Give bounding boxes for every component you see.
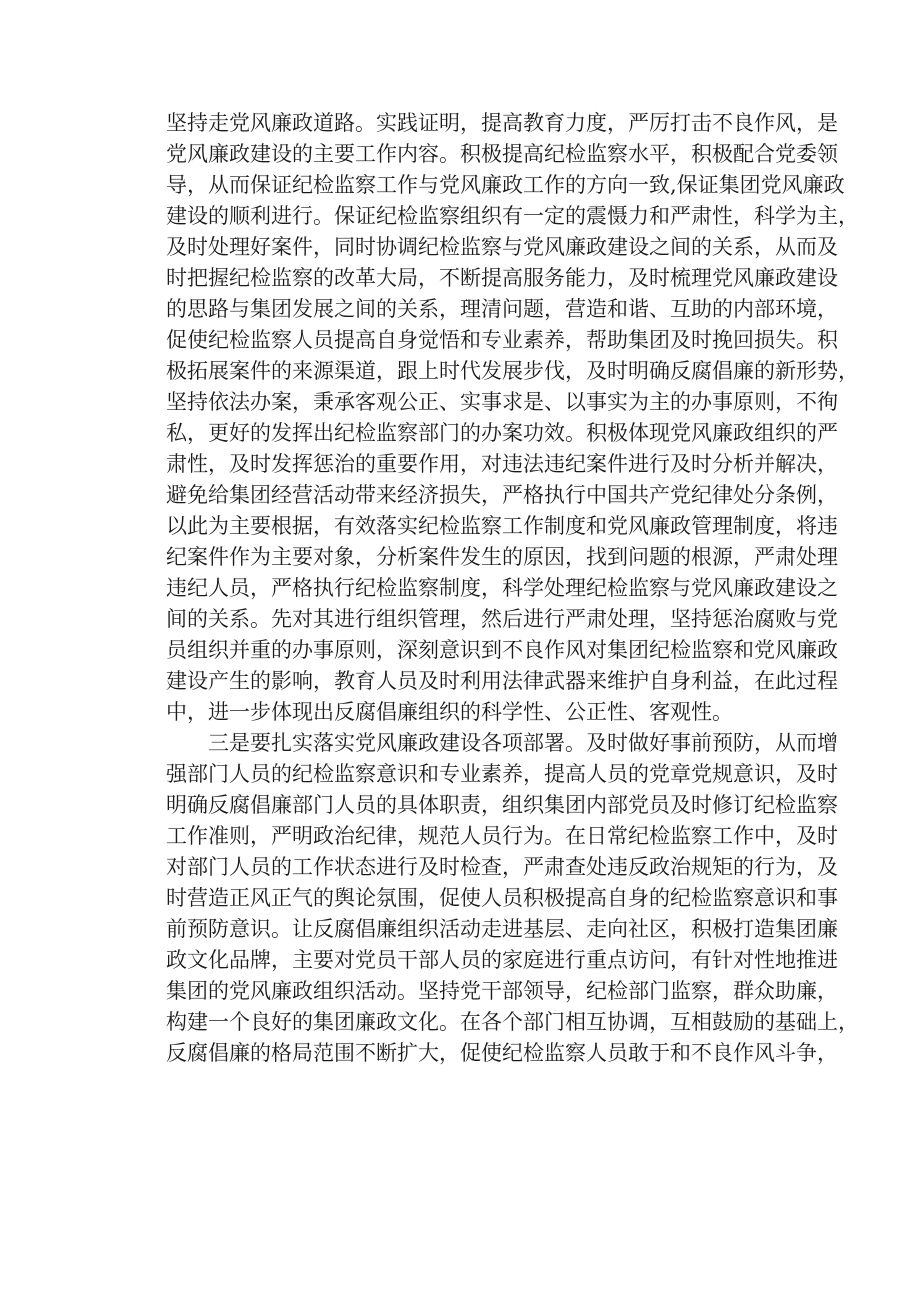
paragraph-1 bbox=[166, 108, 859, 728]
text-line: 私，更好的发挥出纪检监察部门的办案功效。积极体现党风廉政组织的严 bbox=[166, 421, 838, 445]
text-line: 间的关系。先对其进行组织管理，然后进行严肃处理，坚持惩治腐败与党 bbox=[166, 607, 838, 631]
text-line: 纪案件作为主要对象，分析案件发生的原因，找到问题的根源，严肃处理 bbox=[166, 545, 838, 569]
text-line: 促使纪检监察人员提高自身觉悟和专业素养，帮助集团及时挽回损失。积 bbox=[166, 328, 838, 352]
text-line: 极拓展案件的来源渠道，跟上时代发展步伐，及时明确反腐倡廉的新形势， bbox=[166, 359, 859, 383]
text-line: 坚持依法办案，秉承客观公正、实事求是、以事实为主的办事原则，不徇 bbox=[166, 390, 838, 414]
text-line: 建设产生的影响，教育人员及时利用法律武器来维护自身利益，在此过程 bbox=[166, 669, 838, 693]
text-line: 工作准则，严明政治纪律，规范人员行为。在日常纪检监察工作中，及时 bbox=[166, 824, 838, 848]
text-line: 违纪人员，严格执行纪检监察制度，科学处理纪检监察与党风廉政建设之 bbox=[166, 576, 838, 600]
text-line: 及时处理好案件，同时协调纪检监察与党风廉政建设之间的关系，从而及 bbox=[166, 235, 838, 259]
text-line: 肃性，及时发挥惩治的重要作用，对违法违纪案件进行及时分析并解决， bbox=[166, 452, 838, 476]
text-line: 党风廉政建设的主要工作内容。积极提高纪检监察水平，积极配合党委领 bbox=[166, 142, 838, 166]
text-line: 的思路与集团发展之间的关系，理清问题，营造和谐、互助的内部环境， bbox=[166, 297, 838, 321]
text-line: 以此为主要根据，有效落实纪检监察工作制度和党风廉政管理制度，将违 bbox=[166, 514, 838, 538]
text-line: 坚持走党风廉政道路。实践证明，提高教育力度，严厉打击不良作风，是 bbox=[166, 111, 838, 135]
text-line: 中，进一步体现出反腐倡廉组织的科学性、公正性、客观性。 bbox=[166, 700, 733, 724]
text-line: 前预防意识。让反腐倡廉组织活动走进基层、走向社区，积极打造集团廉 bbox=[166, 917, 838, 941]
text-line: 三是要扎实落实党风廉政建设各项部署。及时做好事前预防，从而增 bbox=[208, 731, 838, 755]
text-line: 员组织并重的办事原则，深刻意识到不良作风对集团纪检监察和党风廉政 bbox=[166, 638, 838, 662]
text-line: 避免给集团经营活动带来经济损失，严格执行中国共产党纪律处分条例， bbox=[166, 483, 838, 507]
text-line: 强部门人员的纪检监察意识和专业素养，提高人员的党章党规意识，及时 bbox=[166, 762, 838, 786]
text-line: 明确反腐倡廉部门人员的具体职责，组织集团内部党员及时修订纪检监察 bbox=[166, 793, 838, 817]
text-line: 构建一个良好的集团廉政文化。在各个部门相互协调，互相鼓励的基础上， bbox=[166, 1010, 859, 1034]
text-line: 政文化品牌，主要对党员干部人员的家庭进行重点访问，有针对性地推进 bbox=[166, 948, 838, 972]
text-line: 建设的顺利进行。保证纪检监察组织有一定的震慑力和严肃性，科学为主， bbox=[166, 204, 859, 228]
text-line: 集团的党风廉政组织活动。坚持党干部领导，纪检部门监察，群众助廉， bbox=[166, 979, 838, 1003]
text-line: 时把握纪检监察的改革大局，不断提高服务能力，及时梳理党风廉政建设 bbox=[166, 266, 838, 290]
text-line: 反腐倡廉的格局范围不断扩大，促使纪检监察人员敢于和不良作风斗争， bbox=[166, 1041, 838, 1065]
text-line: 对部门人员的工作状态进行及时检查，严肃查处违反政治规矩的行为，及 bbox=[166, 855, 838, 879]
text-line: 导，从而保证纪检监察工作与党风廉政工作的方向一致,保证集团党风廉政 bbox=[166, 173, 845, 197]
text-line: 时营造正风正气的舆论氛围，促使人员积极提高自身的纪检监察意识和事 bbox=[166, 886, 838, 910]
document-body bbox=[166, 108, 859, 1069]
paragraph-2 bbox=[166, 728, 859, 1069]
